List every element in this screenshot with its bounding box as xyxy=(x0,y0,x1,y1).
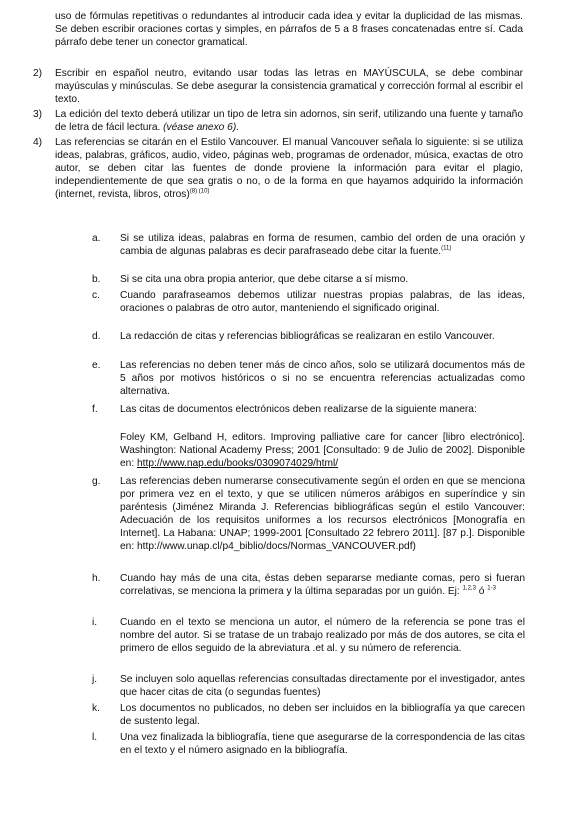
sub-item-text: Las referencias deben numerarse consecutivamente según el orden en que se menciona por primera vez en el texto, y que se utilicen números arábigos en superíndice y sin paréntesis (Jiménez Miranda J. Referencias bibliográficas según el estilo Vancouver: Adecuación de los requisitos uniformes a los recursos electrónicos [Monografía en Internet]. La Habana: UNAP; 1999-2001 [Consultado 22 febrero 2011]. [87 p.]. Disponible en: http://www.unap.cl/p4_biblio/docs/Normas_VANCOUVER.pdf) xyxy=(120,476,525,552)
item-number: 3) xyxy=(33,109,43,120)
item-number: 2) xyxy=(33,68,43,79)
reference-link[interactable]: http://www.nap.edu/books/0309074029/html/ xyxy=(137,458,339,469)
sub-item-text: La redacción de citas y referencias bibliográficas se realizaran en estilo Vancouver. xyxy=(120,331,495,342)
sub-item-letter: g. xyxy=(92,476,101,487)
citation-superscript: (11) xyxy=(441,245,452,252)
annex-reference: (véase anexo 6). xyxy=(160,122,240,133)
sub-item-letter: b. xyxy=(92,274,101,285)
sub-item-letter: f. xyxy=(92,404,98,415)
citation-superscript: 1-3 xyxy=(487,585,496,592)
sub-item-text: Una vez finalizada la bibliografía, tiene que asegurarse de la correspondencia de las citas en el texto y el número asignado en la bibliografía. xyxy=(120,732,525,756)
citation-superscript: (8) (10) xyxy=(189,188,210,195)
item-text: Escribir en español neutro, evitando usar todas las letras en MAYÚSCULA, se debe combinar mayúsculas y minúsculas. Se debe asegurar la consistencia gramatical y corrección formal al escribir el texto. xyxy=(55,68,523,105)
sub-item-text: Cuando hay más de una cita, éstas deben separarse mediante comas, pero si fueran correlativas, se menciona la primera y la última separadas por un guión. Ej: $^{1,2,3}$ ó $^{1-3}$ xyxy=(120,573,525,597)
sub-item-letter: d. xyxy=(92,331,101,342)
item-number: 4) xyxy=(33,137,43,148)
sub-item-letter: l. xyxy=(92,732,98,743)
sub-item-text: Los documentos no publicados, no deben ser incluidos en la bibliografía ya que carecen de sustento legal. xyxy=(120,703,525,727)
sub-item-text: Cuando en el texto se menciona un autor, el número de la referencia se pone tras el nombre del autor. Si se tratase de un trabajo realizado por más de dos autores, se cita el primero de ellos seguido de la abreviatura .et al. y su número de referencia. xyxy=(120,617,525,654)
sub-item-letter: k. xyxy=(92,703,100,714)
sub-item-letter: e. xyxy=(92,360,101,371)
sub-item-letter: h. xyxy=(92,573,101,584)
sub-item-letter: i. xyxy=(92,617,98,628)
sub-item-letter: j. xyxy=(92,674,98,685)
sub-item-text: Si se utiliza ideas, palabras en forma de resumen, cambio del orden de una oración y cambia de algunas palabras es decir parafraseado debe citar la fuente.$^{(11)}$ xyxy=(120,233,525,257)
sub-item-text: Se incluyen solo aquellas referencias consultadas directamente por el investigador, antes que hacer citas de cita (o segundas fuentes) xyxy=(120,674,525,698)
sub-item-letter: a. xyxy=(92,233,101,244)
intro-paragraph: uso de fórmulas repetitivas o redundantes al introducir cada idea y evitar la duplicidad de las mismas. Se deben escribir oraciones cortas y simples, en párrafos de 5 a 8 frases concatenadas entre sí. Cada párrafo debe tener un conector gramatical. xyxy=(55,11,523,48)
sub-item-text: Si se cita una obra propia anterior, que debe citarse a sí mismo. xyxy=(120,274,409,285)
item-text: La edición del texto deberá utilizar un tipo de letra sin adornos, sin serif, utilizando una fuente y tamaño de letra de fácil lectura. (véase anexo 6). xyxy=(55,109,523,133)
sub-item-text: Las citas de documentos electrónicos deben realizarse de la siguiente manera: xyxy=(120,404,477,415)
sub-item-text: Cuando parafraseamos debemos utilizar nuestras propias palabras, de las ideas, oraciones o palabras de otro autor, manteniendo el significado original. xyxy=(120,290,525,314)
sub-item-text: Las referencias no deben tener más de cinco años, solo se utilizará documentos más de 5 años por motivos históricos o si no se encuentra referencias actualizadas como alternativa. xyxy=(120,360,525,397)
sub-item-letter: c. xyxy=(92,290,100,301)
citation-superscript: 1,2,3 xyxy=(462,585,476,592)
item-text: Las referencias se citarán en el Estilo Vancouver. El manual Vancouver señala lo siguiente: si se utiliza ideas, palabras, gráficos, audio, video, páginas web, programas de ordenador, música, exactas de otro autor, se deben citar las fuentes de donde proviene la información para evitar el plagio, independientemente de que sea gratis o no, o de la forma en que hayamos adquirido la información (internet, revista, libros, otros)$^{(8) (10)}$ xyxy=(55,137,523,200)
reference-example: Foley KM, Gelband H, editors. Improving palliative care for cancer [libro electrónico]. Washington: National Academy Press; 2001 [Consultado: 9 de Julio de 2002]. Disponible en: http://www.nap.edu/books/0309074029/html/ xyxy=(120,432,525,469)
